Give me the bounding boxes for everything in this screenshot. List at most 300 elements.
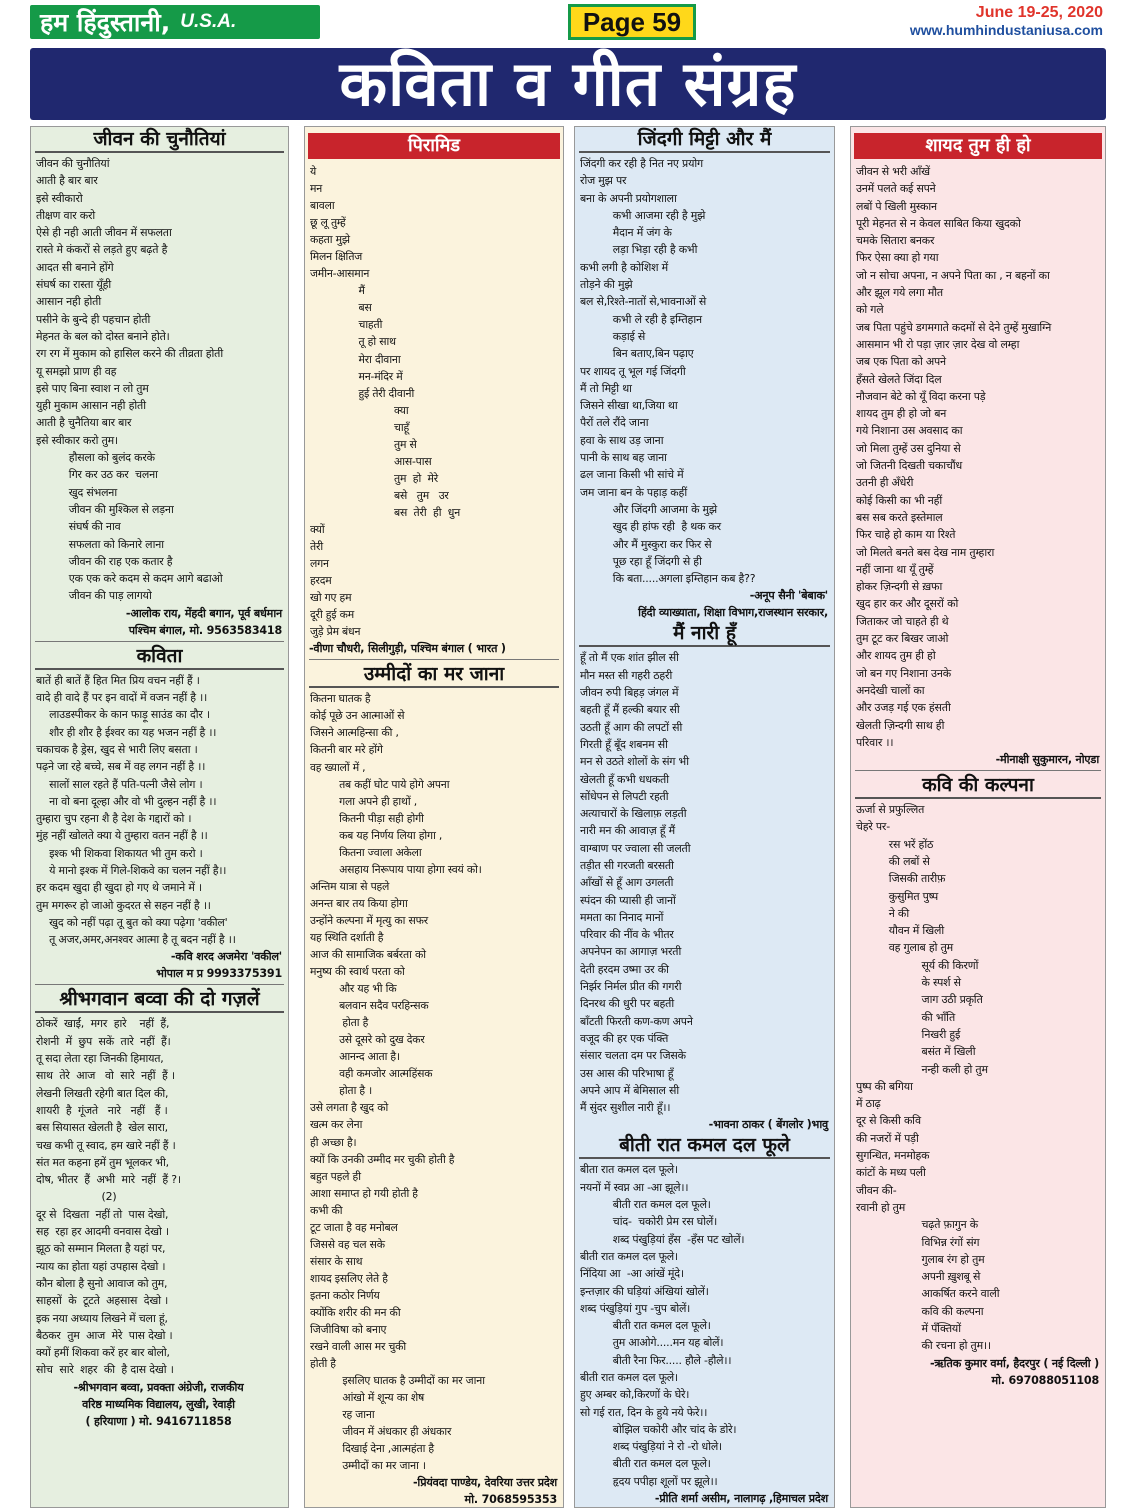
poem-line: संत मत कहना हमें तुम भूलकर भी, xyxy=(36,1155,169,1169)
poem-credit xyxy=(31,948,288,982)
credit-line: भोपाल म प्र 9993375391 xyxy=(156,967,282,981)
poem-line: तुम हो मेरे xyxy=(310,471,438,485)
poem-line: ढल जाना किसी भी सांचे में xyxy=(580,468,684,482)
brand-name: हम हिंदुस्तानी, xyxy=(40,8,171,37)
credit-line: मो. 697088051108 xyxy=(991,1373,1099,1387)
poem-line: जो मिलते बनते बस देख नाम तुम्हारा xyxy=(856,545,995,559)
poem-credit xyxy=(851,751,1105,768)
poem-line: पूरी मेहनत से न केवल साबित किया खुदको xyxy=(856,216,1021,230)
poem-line: सुगन्धित, मनमोहक xyxy=(856,1149,930,1163)
poem-line: क्योंकि शरीर की मन की xyxy=(310,1306,401,1319)
poem-line: पानी के साथ बह जाना xyxy=(580,451,667,465)
poem-line: तोड़ने की मुझे xyxy=(580,278,633,292)
poem-line: हौसला को बुलंद करके xyxy=(36,451,155,465)
poem-line: खुद संभलना xyxy=(36,485,117,499)
poem-line: नौजवान बेटे को यूँ विदा करना पड़े xyxy=(856,389,986,403)
poem-line: उस आस की परिभाषा हूँ xyxy=(580,1066,674,1080)
poem-line: उनमें पलते कई सपने xyxy=(856,182,936,196)
poem-line: चढ़ते फ़ागुन के xyxy=(856,1218,978,1232)
poem-body xyxy=(575,155,834,587)
poem-line: बीती रैना फिर..... हौले -हौले।। xyxy=(580,1353,732,1367)
column-3 xyxy=(574,126,835,1508)
poem-line: होता है । xyxy=(310,1084,373,1098)
poem-line: उठती हूँ आग की लपटों सी xyxy=(580,720,683,734)
poem-line: संसार चलता दम पर जिसके xyxy=(580,1049,686,1063)
poem-line: आसान नही होती xyxy=(36,295,102,309)
poem-line: कितना घातक है xyxy=(310,692,371,706)
website-link[interactable]: www.humhindustaniusa.com xyxy=(909,22,1103,38)
poem-line: कवि की कल्पना xyxy=(856,1304,984,1318)
poem-line: जो न सोचा अपना, न अपने पिता का , न बहनों का xyxy=(856,268,1050,282)
poem-line: जिसकी तारीफ़ xyxy=(856,872,946,886)
column-1 xyxy=(30,126,289,1508)
section-banner xyxy=(30,48,1106,120)
poem-line: बीती रात कमल दल फूले। xyxy=(580,1249,678,1263)
poem-line: कांटों के मध्य पली xyxy=(856,1166,926,1180)
poem-line: फिर ऐसा क्या हो गया xyxy=(856,251,939,265)
poem-line: उसे लगता है खुद को xyxy=(310,1101,389,1115)
poem-line: खत्म कर लेना xyxy=(310,1118,363,1132)
poem-line: दूर से किसी कवि xyxy=(856,1114,921,1128)
poem-line: कभी लगी है कोशिश में xyxy=(580,260,668,274)
poem-line: संघर्ष की नाव xyxy=(36,520,121,534)
credit-line: हिंदी व्याख्याता, शिक्षा विभाग,राजस्थान सरकार, xyxy=(638,606,828,620)
poem-line: बीती रात कमल दल फूले। xyxy=(580,1457,711,1471)
poem-line: कितना ज्वाला अकेला xyxy=(310,845,422,859)
credit-line: -कवि शरद अजमेरा 'वकील' xyxy=(170,950,282,964)
poem-line: बावला xyxy=(310,199,335,213)
poem-line: की नजरों में पड़ी xyxy=(856,1131,919,1145)
poem-line: तुम मगरूर हो जाओ कुदरत से सहन नहीं है ।। xyxy=(36,898,211,912)
poem-line: ये xyxy=(310,165,317,178)
poem-line: क्यों xyxy=(310,522,325,536)
poem-line: पढ़ने जा रहे बच्चे, सब में वह लगन नहीं है ।। xyxy=(36,760,206,774)
poem-line: होता है xyxy=(310,1016,369,1030)
poem-line: दिनरथ की धुरी पर बहती xyxy=(580,997,674,1011)
credit-line: -ऋतिक कुमार वर्मा, हैदरपुर ( नई दिल्ली ) xyxy=(929,1356,1099,1370)
poem-line: लाउडस्पीकर के कान फाड़ू साउंड का दौर । xyxy=(36,708,210,722)
divider xyxy=(35,984,284,985)
poem-title: शायद तुम ही हो xyxy=(854,133,1102,159)
poem-line: जीवन की- xyxy=(856,1183,897,1197)
poem-line: विभिन्न रंगों संग xyxy=(856,1235,980,1249)
poem-line: नहीं जाना था यूँ तुम्हें xyxy=(856,562,934,576)
poem-line: शायद तुम ही हो जो बन xyxy=(856,407,947,421)
poem-line: जब एक पिता को अपने xyxy=(856,355,946,369)
poem-line: मौन मस्त सी गहरी ठहरी xyxy=(580,668,673,682)
poem-line: देती हरदम उष्मा उर की xyxy=(580,962,669,976)
poem-line: यह स्थिति दर्शाती है xyxy=(310,930,384,944)
poem-line: जीवन में अंधकार ही अंधकार xyxy=(310,1425,452,1439)
poem-line: बसे तुम उर xyxy=(310,488,449,502)
poem-line: जीवन की पाड़ लागयो xyxy=(36,589,152,603)
poem-line: सालों साल रहते हैं पति-पत्नी जैसे लोग । xyxy=(36,777,203,791)
poem-line: उतनी ही अँधेरी xyxy=(856,476,914,490)
poem-line: वजूद की हर एक पंक्ति xyxy=(580,1031,669,1045)
poem-line: कितनी बार मरे होंगे xyxy=(310,743,383,757)
poem-line: अपनेपन का आगाज़ भरती xyxy=(580,945,682,959)
poem-line: बहती हूँ मैं हल्की बयार सी xyxy=(580,703,680,717)
credit-line: -अनूप सैनी 'बेबाक' xyxy=(749,589,828,603)
credit-line: वरिष्ठ माध्यमिक विद्यालय, लुखी, रेवाड़ी xyxy=(82,1397,235,1411)
poem-credit xyxy=(31,605,288,639)
poem-line: हँसते खेलते जिंदा दिल xyxy=(856,372,942,386)
poem-line: ठोकरें खाईं, मगर हारे नहीं हैं, xyxy=(36,1017,170,1031)
poem-line: कड़ाई से xyxy=(580,329,646,343)
poem-line: मैं सुंदर सुशील नारी हूँ।। xyxy=(580,1101,671,1115)
poem-line: तब कहीं घोट पाये होगे अपना xyxy=(310,777,450,791)
poem-title: कवि की कल्पना xyxy=(855,773,1101,799)
poem-line: की भाँति xyxy=(856,1010,956,1024)
poem-line: जिजीविषा को बनाए xyxy=(310,1323,387,1337)
poem-line: लगन xyxy=(310,557,329,571)
poem-line: जम जाना बन के पहाड़ कहीं xyxy=(580,485,687,499)
poem-credit xyxy=(31,1379,288,1430)
poem-line: जो मिला तुम्हें उस दुनिया से xyxy=(856,441,961,455)
poem-line: जुड़े प्रेम बंधन xyxy=(310,625,361,639)
brand-suffix: U.S.A. xyxy=(180,11,237,32)
poem-line: कहता मुझे xyxy=(310,233,350,247)
poem-line: तुम टूट कर बिखर जाओ xyxy=(856,632,949,646)
poem-line: अनन्त बार तय किया होगा xyxy=(310,896,408,910)
poem-title: पिरामिड xyxy=(308,133,560,159)
poem-line: रवानी हो तुम xyxy=(856,1200,906,1214)
poem-line: परिवार की नींव के भीतर xyxy=(580,928,674,942)
poem-line: एक एक करे कदम से कदम आगे बढाओ xyxy=(36,572,223,586)
poem-line: इसे पाए बिना स्वाश न लो तुम xyxy=(36,381,149,395)
poem-line: होती है xyxy=(310,1357,336,1371)
poem-line: इसे स्वीकारो xyxy=(36,191,83,205)
poem-credit xyxy=(575,587,834,621)
poem-line: रग रग में मुकाम को हासिल करने की तीव्रता होती xyxy=(36,347,224,361)
poem-line: नारी मन की आवाज़ हूँ मैं xyxy=(580,824,675,838)
poem-line: शब्द पंखुड़ियां ने रो -रो धोले। xyxy=(580,1440,723,1454)
poem-line: वही कमजोर आत्महिंसक xyxy=(310,1067,433,1081)
poem-line: सफलता को किनारे लाना xyxy=(36,537,164,551)
poem-line: इतना कठोर निर्णय xyxy=(310,1288,380,1302)
poem-line: कुसुमित पुष्प xyxy=(856,889,938,903)
poem-line: ऊर्जा से प्रफुल्लित xyxy=(856,803,925,817)
poem-line: मेहनत के बल को दोस्त बनाने होते। xyxy=(36,329,170,343)
poem-line: साथ तेरे आज वो सारे नहीं हैं । xyxy=(36,1069,175,1083)
poem-line: चेहरे पर- xyxy=(856,820,890,834)
poem-line: की लबों से xyxy=(856,854,930,868)
poem-line: पसीने के बुन्दे ही पहचान होती xyxy=(36,312,151,326)
poem-line: पर शायद तू भूल गई जिंदगी xyxy=(580,364,686,378)
poem-line: बीता रात कमल दल फूले। xyxy=(580,1163,678,1177)
poem-line: ना वो बना दूल्हा और वो भी दुल्हन नहीं है ।। xyxy=(36,794,217,808)
poem-line: तू सदा लेता रहा जिनकी हिमायत, xyxy=(36,1052,164,1066)
poem-line: और मैं मुस्कुरा कर फिर से xyxy=(580,537,712,551)
poem-line: लड़ा भिड़ा रही है कभी xyxy=(580,243,698,257)
poem-line: ही अच्छा है। xyxy=(310,1135,357,1149)
poem-line: जीवन रुपी बिहड़ जंगल में xyxy=(580,686,679,700)
poem-line: उम्मीदों का मर जाना । xyxy=(310,1459,426,1473)
poem-line: जो जितनी दिखती चकाचौंध xyxy=(856,459,963,473)
poem-line: बीती रात कमल दल फूले। xyxy=(580,1198,711,1212)
poem-line: वह ख्यालों में , xyxy=(310,760,366,774)
poem-line: संसार के साथ xyxy=(310,1254,363,1268)
brand-logo xyxy=(30,5,320,39)
poem-line: चाहूँ xyxy=(310,420,410,434)
poem-line: आती है बार बार xyxy=(36,174,98,188)
poem-credit xyxy=(305,640,563,657)
poem-line: बोझिल चकोरी और चांद के डोरे। xyxy=(580,1422,737,1436)
poem-line: कब यह निर्णय लिया होगा , xyxy=(310,828,443,842)
poem-line: सो गई रात, दिन के हुये नये फेरे।। xyxy=(580,1405,708,1419)
poem-line: आदत सी बनाने होंगे xyxy=(36,260,114,274)
poem-line: आज की सामाजिक बर्बरता को xyxy=(310,948,426,962)
poem-title: बीती रात कमल दल फूले xyxy=(579,1133,830,1159)
poem-line: गिर कर उठ कर चलना xyxy=(36,468,158,482)
poem-line: ममता का निनाद मानों xyxy=(580,910,664,924)
poem-line: जीवन की राह एक कतार है xyxy=(36,554,173,568)
poem-line: आसमान भी रो पड़ा ज़ार ज़ार देख वो लम्हा xyxy=(856,337,1020,351)
poem-line: बीती रात कमल दल फूले। xyxy=(580,1319,711,1333)
credit-line: -आलोक राय, मेंहदी बगान, पूर्व बर्धमान xyxy=(125,606,282,620)
poem-line: उसे दूसरे को दुख देकर xyxy=(310,1033,425,1047)
poem-line: रखने वाली आस मर चुकी xyxy=(310,1340,407,1354)
credit-line: -प्रियंवदा पाण्डेय, देवरिया उत्तर प्रदेश xyxy=(412,1476,557,1490)
poem-credit xyxy=(575,1490,834,1507)
poem-line: बीती रात कमल दल फूले। xyxy=(580,1371,678,1384)
poem-line: इसे स्वीकार करो तुम। xyxy=(36,433,118,447)
poem-line: मेरा दीवाना xyxy=(310,352,401,366)
poem-line: जिंदगी कर रही है नित नए प्रयोग xyxy=(580,157,704,170)
poem-line: असहाय निरूपाय पाया होगा स्वयं को। xyxy=(310,862,482,876)
divider xyxy=(35,641,284,642)
poem-line: उन्होंने कल्पना में मृत्यु का सफर xyxy=(310,913,428,927)
poem-line: बस सब करते इस्तेमाल xyxy=(856,510,943,524)
poem-line: नयनों में स्वप्न आ -आ झूले।। xyxy=(580,1180,689,1194)
poem-line: सह रहा हर आदमी वनवास देखो । xyxy=(36,1225,169,1239)
poem-line: क्यों कि उनकी उम्मीद मर चुकी होती है xyxy=(310,1152,455,1166)
poem-line: चाहती xyxy=(310,318,383,332)
poem-line: जिताकर जो चाहते ही थे xyxy=(856,614,949,628)
poem-line: जब पिता पहुंचे डगमगाते कदमों से देने तुम्हें मुखाग्नि xyxy=(856,320,1052,334)
poem-line: तुम से xyxy=(310,437,417,451)
poem-line: दोष, भीतर हैं अभी मारे नहीं हैं ?। xyxy=(36,1173,181,1187)
poem-line: बस तेरी ही धुन xyxy=(310,505,461,519)
poem-line: सूर्य की किरणों xyxy=(856,958,979,972)
poem-line: बैठकर तुम आज मेरे पास देखो । xyxy=(36,1328,173,1342)
poem-line: चकाचक है ड्रेस, खुद से भारी लिए बसता । xyxy=(36,742,198,756)
poem-body xyxy=(305,690,563,1474)
poem-line: जिसने सीखा था,जिया था xyxy=(580,399,678,413)
poem-line: परिवार ।। xyxy=(856,735,894,749)
poem-line: साहसों के टूटते अहसास देखो । xyxy=(36,1294,169,1308)
poem-line: तुम्हारा चुप रहना शै है देश के गद्दारों को । xyxy=(36,812,192,826)
poem-line: शब्द पंखुड़ियां गुप -चुप बोलें। xyxy=(580,1301,691,1315)
poem-title: उम्मीदों का मर जाना xyxy=(309,662,559,688)
poem-line: हरदम xyxy=(310,574,332,588)
poem-line: खुद हार कर और दूसरों को xyxy=(856,597,959,611)
poem-line: हर कदम खुदा ही खुदा हो गए थे जमाने में । xyxy=(36,881,202,895)
poem-line: कि बता.....अगला इम्तिहान कब है?? xyxy=(580,572,756,586)
poem-line: इक नया अध्याय लिखने में चला हूं, xyxy=(36,1311,168,1325)
poem-line: संघर्ष का रास्ता यूँही xyxy=(36,278,112,292)
poem-credit xyxy=(305,1474,563,1508)
poem-line: हुई तेरी दीवानी xyxy=(310,386,415,400)
poem-line: शायरी है गूंजते नारे नहीं हैं । xyxy=(36,1103,168,1117)
poem-line: दूरी हुई कम xyxy=(310,608,354,622)
poem-line: में ठाढ़ xyxy=(856,1097,881,1111)
poem-body xyxy=(305,163,563,640)
poem-line: शायद इसलिए लेते है xyxy=(310,1271,388,1285)
column-2 xyxy=(304,126,564,1508)
poem-line: बातें ही बातें हैं हित मित प्रिय वचन नहीं हैं । xyxy=(36,673,200,687)
poem-line: दूर से दिखता नहीं तो पास देखो, xyxy=(36,1207,169,1221)
poem-line: क्या xyxy=(310,403,409,417)
poem-line: जिससे वह चल सके xyxy=(310,1237,385,1251)
poem-line: यौवन में खिली xyxy=(856,924,945,938)
poem-line: बसंत में खिली xyxy=(856,1045,976,1059)
poem-line: जाग उठी प्रकृति xyxy=(856,993,983,1007)
poem-line: मैदान में जंग के xyxy=(580,226,672,240)
poem-line: तुम आओगे.....मन यह बोलें। xyxy=(580,1336,724,1350)
poem-line: चख कभी तू स्वाद, हम खारे नहीं हैं । xyxy=(36,1138,176,1152)
poem-line: शौर ही शौर है ईश्वर का यह भजन नहीं है ।। xyxy=(36,725,217,739)
poem-line: दिखाई देना ,आत्महंता है xyxy=(310,1442,434,1456)
poem-line: आशा समाप्त हो गयी होती है xyxy=(310,1186,418,1200)
poem-line: मन-मंदिर में xyxy=(310,369,403,383)
poem-line: कभी ले रही है इम्तिहान xyxy=(580,312,702,326)
poem-line: नन्ही कली हो तुम xyxy=(856,1062,988,1076)
issue-date: June 19-25, 2020 xyxy=(975,4,1103,21)
poem-line: रोज मुझ पर xyxy=(580,174,627,188)
credit-line: -प्रीति शर्मा असीम, नालागढ़ ,हिमाचल प्रदेश xyxy=(654,1492,828,1506)
poem-line: गुलाब रंग हो तुम xyxy=(856,1252,985,1266)
page-number-badge xyxy=(568,4,696,40)
poem-line: कोई किसी का भी नहीं xyxy=(856,493,943,507)
poem-line: की रचना हो तुम।। xyxy=(856,1339,991,1353)
poem-body xyxy=(851,801,1105,1355)
poem-line: गिरती हूँ बूँद शबनम सी xyxy=(580,737,668,751)
poem-line: खुद ही हांफ रही है थक कर xyxy=(580,520,721,534)
poem-line: निर्झर निर्मल प्रीत की गगरी xyxy=(580,980,682,994)
poem-line: जीवन से भरी आँखें xyxy=(856,165,930,178)
poem-body xyxy=(31,672,288,949)
poem-line: ऐसे ही नही आती जीवन में सफलता xyxy=(36,226,172,240)
poem-line: जीवन की चुनौतियां xyxy=(36,157,110,170)
poem-line: शब्द पंखुड़ियां हँस -हँस पट खोलें। xyxy=(580,1232,745,1246)
poem-line: इश्क भी शिकवा शिकायत भी तुम करो । xyxy=(36,846,203,860)
poem-line: मनुष्य की स्वार्थ परता को xyxy=(310,965,405,979)
poem-line: ये मानो इश्क में गिले-शिकवे का चलन नहीं है।। xyxy=(36,863,227,877)
poem-line: रह जाना xyxy=(310,1408,375,1422)
poem-line: हवा के साथ उड़ जाना xyxy=(580,433,664,447)
poem-line: छू लू तुम्हें xyxy=(310,216,346,230)
column-4 xyxy=(850,126,1106,1508)
poem-line: और शायद तुम ही हो xyxy=(856,649,936,663)
poem-line: रोशनी में छुप सकें तारे नहीं हैं। xyxy=(36,1034,171,1048)
poem-line: मुंह नहीं खोलते क्या ये तुम्हारा वतन नहीं है ।। xyxy=(36,829,208,843)
credit-line: -श्रीभगवान बव्वा, प्रवक्ता अंग्रेजी, राजकीय xyxy=(73,1380,244,1394)
poem-line: तू हो साथ xyxy=(310,335,396,349)
poem-line: कभी की xyxy=(310,1203,343,1217)
page-number: Page 59 xyxy=(582,6,682,37)
poem-title: जिंदगी मिट्टी और मैं xyxy=(579,127,830,153)
poem-line: लबों पे खिली मुस्कान xyxy=(856,199,937,213)
poem-line: आनन्द आता है। xyxy=(310,1050,400,1064)
poem-line: और झूल गये लगा मौत xyxy=(856,286,943,300)
poem-line: कोई पूछे उन आत्माओं से xyxy=(310,709,405,723)
poem-line: मैं xyxy=(310,284,365,298)
poem-line: मन xyxy=(310,182,323,196)
poem-line: ने की xyxy=(856,906,909,920)
poem-line: के स्पर्श से xyxy=(856,976,961,990)
poem-line: में पँक्तियों xyxy=(856,1322,961,1335)
poem-line: मिलन क्षितिज xyxy=(310,250,363,264)
poem-line: वह गुलाब हो तुम xyxy=(856,941,953,955)
poem-line: बलवान सदैव परहिन्सक xyxy=(310,999,429,1013)
poem-line: कभी आजमा रही है मुझे xyxy=(580,208,706,222)
poem-line: निंदिया आ -आ आंखें मूंदे। xyxy=(580,1267,684,1281)
poem-line: और उजड़ गई एक हंसती xyxy=(856,701,951,715)
poem-line: खो गए हम xyxy=(310,591,352,605)
poem-line: वाग्बाण पर ज्वाला सी जलती xyxy=(580,841,691,855)
poem-line: कितनी पीड़ा सही होगी xyxy=(310,811,424,825)
poem-line: तड़ीत सी गरजती बरसती xyxy=(580,858,674,872)
poem-line: अत्याचारों के खिलाफ़ लड़ती xyxy=(580,807,687,821)
poem-line: को गले xyxy=(856,303,884,317)
poem-line: अपनी ख़ुशबू से xyxy=(856,1270,981,1284)
poem-line: हृदय पपीहा शूलों पर झूले।। xyxy=(580,1474,718,1488)
credit-line: ( हरियाणा ) मो. 9416711858 xyxy=(85,1414,232,1428)
poem-line: अपने आप में बेमिसाल सी xyxy=(580,1083,679,1097)
poem-body xyxy=(575,1161,834,1490)
poem-line: बस सियासत खेलती है खेल सारा, xyxy=(36,1121,168,1135)
poem-line: (2) xyxy=(36,1190,117,1204)
poem-line: स्पंदन की प्यासी ही जानों xyxy=(580,893,676,907)
poem-line: यू समझो प्राण ही वह xyxy=(36,364,117,378)
poem-line: रस भरें होंठ xyxy=(856,837,934,851)
poem-title: श्रीभगवान बव्वा की दो गज़लें xyxy=(35,987,284,1013)
poem-line: क्यों हमीं शिकवा करें हर बार बोलो, xyxy=(36,1346,170,1360)
poem-line: निखरी हुई xyxy=(856,1027,961,1041)
divider xyxy=(309,659,559,660)
poem-title: कविता xyxy=(35,644,284,670)
poem-line: तेरी xyxy=(310,540,323,554)
poem-body xyxy=(851,163,1105,751)
poem-title: जीवन की चुनौतियां xyxy=(35,127,284,153)
poem-line: फिर चाहे हो काम या रिश्ते xyxy=(856,528,956,542)
credit-line: मो. 7068595353 xyxy=(464,1493,557,1507)
poem-line: न्याय का होता यहां उपहास देखो । xyxy=(36,1259,166,1273)
poem-line: आती है चुनैतिया बार बार xyxy=(36,416,132,430)
poem-line: और जिंदगी आजमा के मुझे xyxy=(580,502,717,516)
poem-line: गये निशाना उस अवसाद का xyxy=(856,424,963,438)
poem-line: जीवन की मुश्किल से लड़ना xyxy=(36,502,174,516)
masthead xyxy=(0,0,1135,44)
poem-line: बिन बताए,बिन पढ़ाए xyxy=(580,347,694,361)
poem-line: सोंधेपन से लिपटी रहती xyxy=(580,789,669,803)
poem-line: पूछ रहा हूँ जिंदगी से ही xyxy=(580,554,702,568)
poem-line: बना के अपनी प्रयोगशाला xyxy=(580,191,677,205)
poem-line: जिसने आत्महिन्सा की , xyxy=(310,726,399,740)
credit-line: -वीणा चौधरी, सिलीगुड़ी, पश्चिम बंगाल ( भारत ) xyxy=(309,642,506,656)
poem-line: बल से,रिश्ते-नातों से,भावनाओं से xyxy=(580,295,707,309)
poem-line: रास्ते मे कंकरों से लड़ते हुए बढ़ते है xyxy=(36,243,168,257)
poem-line: और यह भी कि xyxy=(310,982,397,996)
poem-line: बस xyxy=(310,301,372,315)
poem-line: आकर्षित करने वाली xyxy=(856,1287,1000,1301)
poem-credit xyxy=(851,1355,1105,1389)
poem-line: हूँ तो मैं एक शांत झील सी xyxy=(580,651,679,665)
poem-line: खुद को नहीं पढ़ा तू बुत को क्या पढ़ेगा 'वकील' xyxy=(36,915,228,929)
poem-body xyxy=(31,155,288,605)
poem-line: अनदेखी चालों का xyxy=(856,683,925,697)
